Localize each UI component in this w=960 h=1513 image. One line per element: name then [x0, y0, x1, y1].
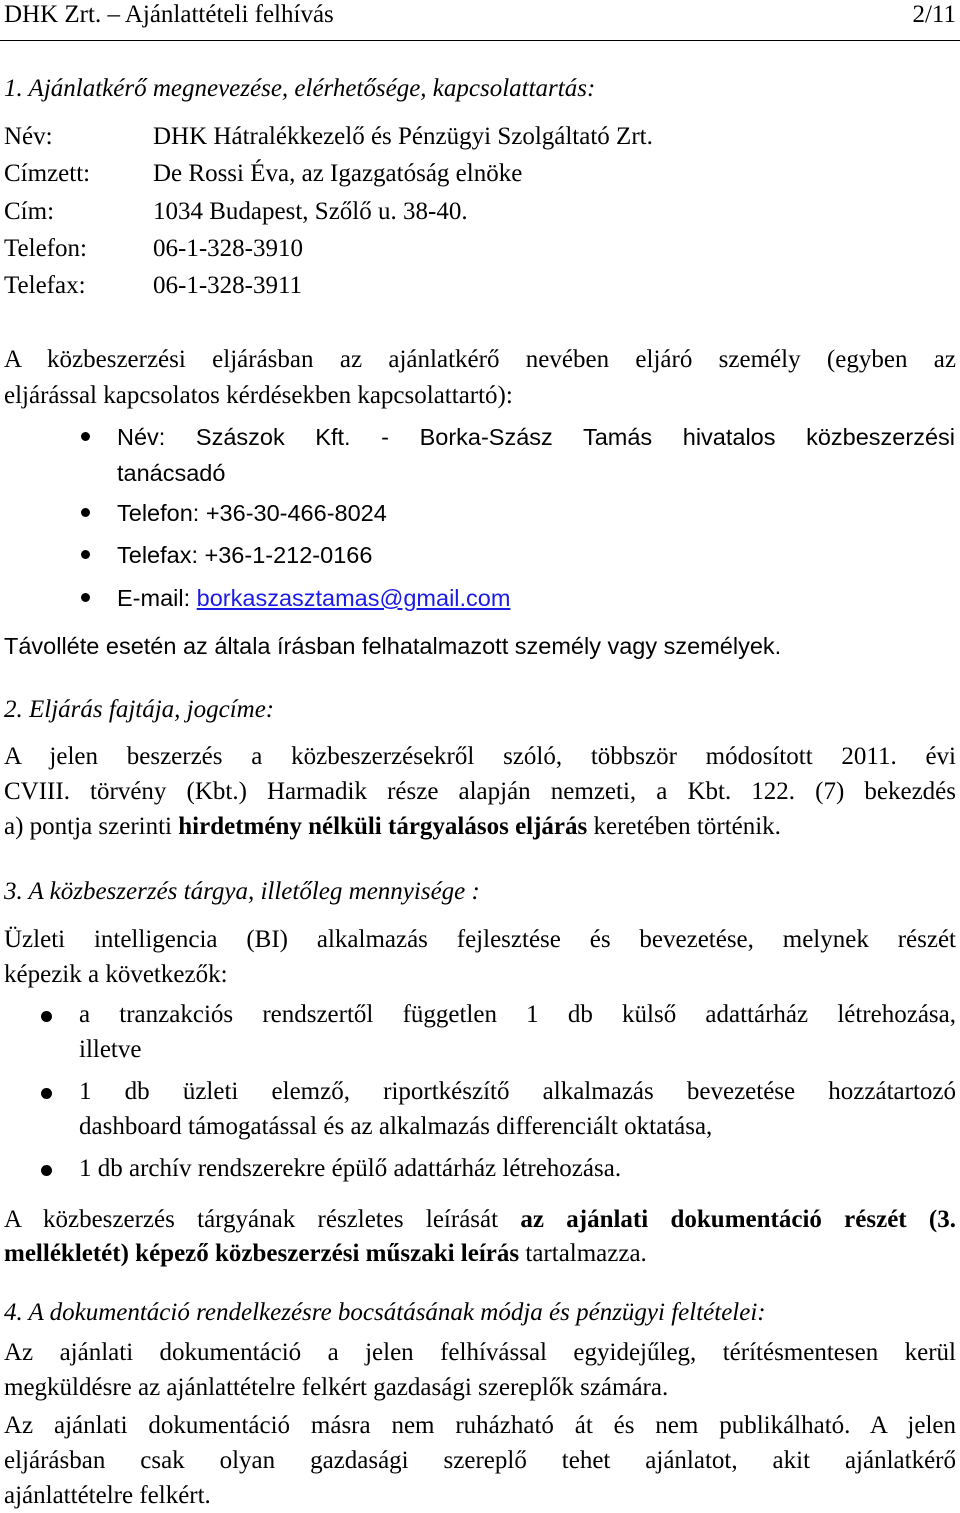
- contact-name-line-2: tanácsadó: [117, 460, 226, 486]
- scope-item-1-line-2: illetve: [79, 1036, 142, 1063]
- procedure-type: hirdetmény nélküli tárgyalásos eljárás: [178, 813, 588, 840]
- bullet-icon: [41, 1165, 52, 1176]
- scope-item-2-line-1: 1 db üzleti elemző, riportkészítő alkalmazás bevezetése hozzátartozó: [79, 1078, 956, 1105]
- field-label-address: Cím:: [4, 198, 55, 225]
- section-2-heading: 2. Eljárás fajtája, jogcíme:: [4, 696, 275, 723]
- scope-detail-pre: A közbeszerzés tárgyának részletes leírását: [4, 1206, 521, 1233]
- section-4-p2-line-3: ajánlattételre felkért.: [4, 1482, 211, 1509]
- field-label-recipient: Címzett:: [4, 160, 91, 187]
- section-4-heading: 4. A dokumentáció rendelkezésre bocsátásának módja és pénzügyi feltételei:: [4, 1299, 766, 1326]
- field-value-phone: 06-1-328-3910: [153, 235, 303, 262]
- bullet-icon: [41, 1011, 52, 1022]
- contact-email-link[interactable]: borkaszasztamas@gmail.com: [196, 585, 511, 611]
- section-4-p1-line-1: Az ajánlati dokumentáció a jelen felhívással egyidejűleg, térítésmentesen kerül: [4, 1339, 956, 1366]
- scope-detail-line-2: [4, 1237, 647, 1271]
- page-number: 2/11: [912, 1, 956, 28]
- section-3-intro-line-2: képezik a következők:: [4, 961, 228, 988]
- field-label-phone: Telefon:: [4, 235, 87, 262]
- section-4-p1-line-2: megküldésre az ajánlattételre felkért gazdasági szereplők számára.: [4, 1374, 669, 1401]
- contact-intro-line-2: eljárással kapcsolatos kérdésekben kapcsolattartó):: [4, 382, 513, 409]
- section-3-intro-line-1: Üzleti intelligencia (BI) alkalmazás fejlesztése és bevezetése, melynek részét: [4, 926, 956, 953]
- section-2-line-3-pre: a) pontja szerinti: [4, 813, 179, 840]
- section-2-line-2: CVIII. törvény (Kbt.) Harmadik része alapján nemzeti, a Kbt. 122. (7) bekezdés: [4, 778, 956, 805]
- scope-detail-post: tartalmazza.: [519, 1240, 647, 1267]
- scope-item-3-line-1: 1 db archív rendszerekre épülő adattárház létrehozása.: [79, 1155, 622, 1182]
- bullet-icon: [41, 1088, 52, 1099]
- field-label-fax: Telefax:: [4, 272, 86, 299]
- section-3-heading: 3. A közbeszerzés tárgya, illetőleg mennyisége :: [4, 878, 480, 905]
- scope-detail-line-1: [4, 1203, 956, 1237]
- section-4-p2-line-1: Az ajánlati dokumentáció másra nem ruházható át és nem publikálható. A jelen: [4, 1412, 956, 1439]
- contact-phone: Telefon: +36-30-466-8024: [117, 500, 387, 526]
- field-value-fax: 06-1-328-3911: [153, 272, 303, 299]
- field-value-name: DHK Hátralékkezelő és Pénzügyi Szolgáltató Zrt.: [153, 123, 653, 150]
- section-2-line-1: A jelen beszerzés a közbeszerzésekről szóló, többször módosított 2011. évi: [4, 743, 956, 770]
- section-1-heading: 1. Ajánlatkérő megnevezése, elérhetősége, kapcsolattartás:: [4, 75, 596, 102]
- contact-intro-line-1: A közbeszerzési eljárásban az ajánlatkérő nevében eljáró személy (egyben az: [4, 346, 956, 373]
- field-value-recipient: De Rossi Éva, az Igazgatóság elnöke: [153, 160, 523, 187]
- bullet-icon: [81, 550, 90, 559]
- scope-item-2-line-2: dashboard támogatással és az alkalmazás differenciált oktatása,: [79, 1113, 713, 1140]
- field-value-address: 1034 Budapest, Szőlő u. 38-40.: [153, 198, 468, 225]
- bullet-icon: [81, 508, 90, 517]
- field-label-name: Név:: [4, 123, 53, 150]
- page-header-title: DHK Zrt. – Ajánlattételi felhívás: [4, 1, 334, 28]
- section-4-p2-line-2: eljárásban csak olyan gazdasági szereplő tehet ajánlatot, akit ajánlatkérő: [4, 1447, 956, 1474]
- contact-email-row: [117, 581, 510, 615]
- scope-item-1-line-1: a tranzakciós rendszertől független 1 db külső adattárház létrehozása,: [79, 1001, 956, 1028]
- section-2-line-3-post: keretében történik.: [587, 813, 781, 840]
- bullet-icon: [81, 593, 90, 602]
- absence-note: Távolléte esetén az általa írásban felhatalmazott személy vagy személyek.: [4, 633, 782, 659]
- header-divider: [0, 40, 960, 41]
- contact-fax: Telefax: +36-1-212-0166: [117, 542, 373, 568]
- scope-detail-bold-2: mellékletét) képező közbeszerzési műszaki leírás: [4, 1240, 520, 1267]
- bullet-icon: [81, 432, 90, 441]
- contact-name-line-1: Név: Szászok Kft. - Borka-Szász Tamás hivatalos közbeszerzési: [117, 424, 955, 450]
- scope-detail-bold-1: az ajánlati dokumentáció részét (3.: [520, 1206, 956, 1233]
- section-2-line-3: [4, 810, 781, 844]
- contact-email-label: E-mail:: [117, 585, 197, 611]
